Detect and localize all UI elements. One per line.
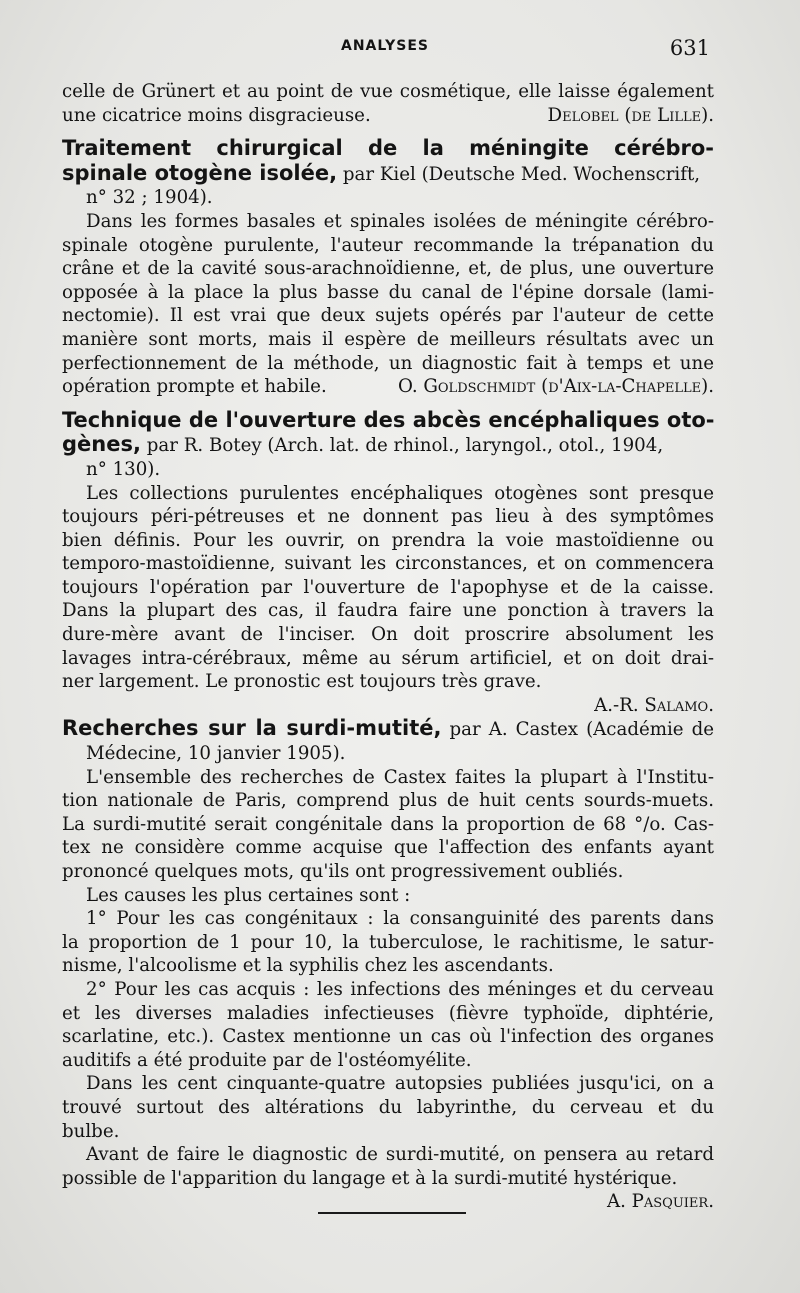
paragraph-line: bulbe. [62,1120,120,1142]
body-text [62,80,714,1214]
paragraph-line: lavages intra-cérébraux, même au sérum artificiel, et on doit drai- [62,647,714,669]
paragraph-line: nisme, l'alcoolisme et la syphilis chez les ascendants. [62,955,554,977]
text-line: celle de Grünert et au point de vue cosmétique, elle laisse également [62,81,714,102]
paragraph-line: perfectionnement de la méthode, un diagnostic fait à temps et une [62,352,714,374]
author-signature: O. Goldschmidt (d'Aix-la-Chapelle). [397,376,714,398]
paragraph-line: 2° Pour les cas acquis : les infections des méninges et du cerveau [86,978,714,1000]
paragraph-line: tion nationale de Paris, comprend plus de huit cents sourds-muets. [62,790,714,812]
paragraph-line: possible de l'apparition du langage et à la surdi-mutité hystérique. [62,1167,678,1189]
article-reference: n° 32 ; 1904). [86,187,213,209]
end-rule [318,1212,466,1214]
paragraph-line: Avant de faire le diagnostic de surdi-mutité, on pensera au retard [86,1144,714,1166]
running-head [60,36,710,60]
article-title-line [62,717,714,742]
article-byline: par Kiel (Deutsche Med. Wochenscrift, [342,163,701,185]
paragraph-line: trouvé surtout des altérations du labyrinthe, du cerveau et du [62,1096,714,1118]
article-title-cont [62,162,714,187]
paragraph-line: manière sont morts, mais il espère de meilleurs résultats avec un [62,328,714,350]
paragraph-line: toujours péri-pétreuses et ne donnent pas lieu à des symptômes [62,506,714,528]
paragraph-line: et les diverses maladies infectieuses (fièvre typhoïde, diphtérie, [62,1002,714,1024]
article-reference: n° 130). [86,458,161,480]
paragraph-line: toujours l'opération par l'ouverture de l'apophyse et de la caisse. [62,576,714,598]
paragraph-line: scarlatine, etc.). Castex mentionne un cas où l'infection des organes [62,1026,714,1048]
paragraph-line: opposée à la place la plus basse du canal de l'épine dorsale (lami- [62,281,714,303]
article-title-cont [62,433,714,458]
paragraph-line: L'ensemble des recherches de Castex faites la plupart à l'Institu- [86,766,714,788]
article-title-part: spinale otogène isolée, [62,160,338,185]
article-title: Traitement chirurgical de la méningite cérébro- [62,136,714,161]
article-byline: par A. Castex (Académie de [449,719,714,741]
paragraph-line: Les causes les plus certaines sont : [86,884,411,906]
paragraph-line: Dans les formes basales et spinales isolées de méningite cérébro- [86,210,714,232]
paragraph-line [62,375,714,399]
paragraph-line: temporo-mastoïdienne, suivant les circonstances, et on commencera [62,553,714,575]
paragraph-line: Dans les cent cinquante-quatre autopsies publiées jusqu'ici, on a [86,1073,714,1095]
paragraph-line: Les collections purulentes encéphaliques otogènes sont presque [86,482,714,504]
paragraph-line: crâne et de la cavité sous-arachnoïdienne, et, de plus, une ouverture [62,258,714,280]
running-title: ANALYSES [341,38,429,54]
paragraph-line: Dans la plupart des cas, il faudra faire une ponction à travers la [62,600,714,622]
paragraph-line: prononcé quelques mots, qu'ils ont progressivement oubliés. [62,861,624,882]
author-signature: A.-R. Salamo. [594,694,714,716]
paragraph-line: tex ne considère comme acquise que l'affection des enfants ayant [62,837,714,859]
text-fragment: une cicatrice moins disgracieuse. [62,104,371,126]
article-reference: Médecine, 10 janvier 1905). [86,743,346,765]
author-signature: A. Pasquier. [606,1191,714,1213]
article-title-part: gènes, [62,432,141,457]
paragraph-line: 1° Pour les cas congénitaux : la consanguinité des parents dans [86,908,714,930]
paragraph-line: nectomie). Il est vrai que deux sujets opérés par l'auteur de cette [62,305,714,327]
article-title: Recherches sur la surdi-mutité, [62,716,442,741]
paragraph-line: spinale otogène purulente, l'auteur recommande la trépanation du [62,234,714,256]
article-title: Technique de l'ouverture des abcès encéphaliques oto- [62,407,715,432]
paragraph-line: dure-mère avant de l'inciser. On doit proscrire absolument les [62,624,714,646]
text-line [62,104,714,128]
text-fragment: opération prompte et habile. [62,376,327,398]
paragraph-line: auditifs a été produite par de l'ostéomyélite. [62,1049,472,1071]
paragraph-line: ner largement. Le pronostic est toujours très grave. [62,671,542,693]
article-byline: par R. Botey (Arch. lat. de rhinol., laryngol., otol., 1904, [146,435,664,457]
paragraph-line: la proportion de 1 pour 10, la tuberculose, le rachitisme, le satur- [62,931,714,953]
page-number: 631 [669,36,710,60]
author-signature: Delobel (de Lille). [547,104,714,126]
paragraph-line: bien définis. Pour les ouvrir, on prendra la voie mastoïdienne ou [62,529,714,551]
paragraph-line: La surdi-mutité serait congénitale dans la proportion de 68 °/o. Cas- [62,813,714,835]
